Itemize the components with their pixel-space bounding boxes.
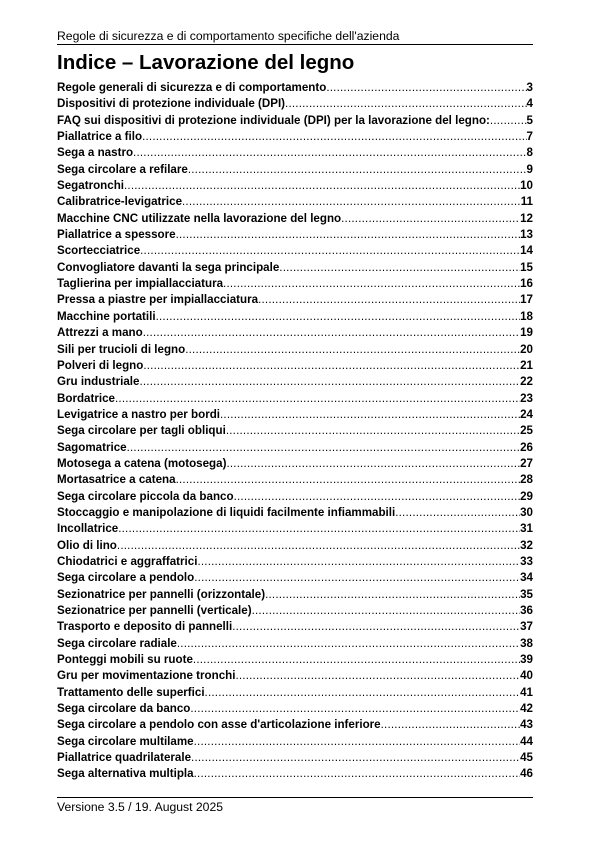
toc-entry[interactable] — [57, 751, 533, 767]
toc-entry-title: Sega circolare per tagli obliqui — [57, 424, 226, 438]
toc-entry[interactable] — [57, 244, 533, 260]
toc-dot-leader — [127, 441, 521, 454]
toc-entry[interactable] — [57, 522, 533, 538]
toc-dot-leader — [140, 244, 520, 257]
toc-page-number: 36 — [520, 604, 533, 617]
toc-page-number: 16 — [520, 277, 533, 291]
toc-entry[interactable] — [57, 375, 533, 391]
toc-entry[interactable] — [57, 359, 533, 375]
toc-entry-title: Motosega a catena (motosega) — [57, 456, 227, 470]
toc-dot-leader — [142, 130, 526, 143]
toc-entry[interactable] — [57, 163, 533, 179]
toc-dot-leader — [223, 277, 520, 290]
toc-dot-leader — [143, 326, 520, 339]
toc-dot-leader — [176, 228, 521, 241]
toc-dot-leader — [118, 522, 520, 535]
toc-entry-title: Sega alternativa multipla — [57, 767, 194, 781]
toc-page-number: 19 — [520, 326, 533, 340]
toc-page-number: 15 — [520, 260, 533, 274]
toc-entry-title: Sega a nastro — [57, 146, 134, 160]
toc-entry[interactable] — [57, 326, 533, 342]
toc-dot-leader — [190, 702, 520, 715]
toc-entry-title: Trasporto e deposito di pannelli — [57, 620, 233, 634]
page-header: Regole di sicurezza e di comportamento specifiche dell'azienda — [57, 29, 533, 45]
toc-dot-leader — [143, 359, 520, 372]
toc-page-number: 28 — [520, 473, 533, 487]
toc-entry-title: Sili per trucioli di legno — [57, 342, 186, 356]
toc-page-number: 34 — [520, 571, 533, 585]
toc-entry[interactable] — [57, 408, 533, 424]
toc-dot-leader — [226, 457, 520, 470]
toc-entry-title: Piallatrice a filo — [57, 130, 143, 144]
toc-page-number: 13 — [520, 228, 533, 242]
toc-page-number: 32 — [520, 538, 533, 552]
toc-entry-title: Attrezzi a mano — [57, 326, 143, 340]
toc-entry-title: Chiodatrici e aggraffatrici — [57, 554, 198, 568]
toc-entry[interactable] — [57, 473, 533, 489]
toc-entry-title: Dispositivi di protezione individuale (DPI) — [57, 97, 286, 111]
toc-entry[interactable] — [57, 539, 533, 555]
toc-page-number: 8 — [526, 146, 533, 160]
toc-entry[interactable] — [57, 637, 533, 653]
toc-page-number: 24 — [520, 407, 533, 421]
toc-dot-leader — [232, 620, 520, 633]
toc-entry[interactable] — [57, 620, 533, 636]
toc-page-number: 30 — [520, 505, 533, 519]
toc-entry-title: Sega circolare a pendolo — [57, 571, 195, 585]
toc-page-number: 17 — [520, 293, 533, 307]
toc-entry[interactable] — [57, 506, 533, 522]
toc-dot-leader — [234, 490, 521, 503]
toc-page-number: 38 — [520, 636, 533, 650]
toc-entry[interactable] — [57, 767, 533, 783]
toc-dot-leader — [194, 735, 520, 748]
toc-dot-leader — [117, 539, 520, 552]
toc-page-number: 44 — [520, 734, 533, 748]
toc-entry-title: Pressa a piastre per impiallacciatura — [57, 293, 259, 307]
toc-entry-title: Incollatrice — [57, 522, 119, 536]
toc-dot-leader — [490, 114, 527, 127]
toc-entry[interactable] — [57, 310, 533, 326]
toc-entry[interactable] — [57, 293, 533, 309]
toc-dot-leader — [205, 686, 521, 699]
toc-entry-title: Trattamento delle superfici — [57, 685, 205, 699]
toc-entry-title: Sezionatrice per pannelli (orizzontale) — [57, 587, 266, 601]
toc-page-number: 42 — [520, 702, 533, 716]
toc-page-number: 11 — [520, 195, 533, 209]
toc-entry-title: Bordatrice — [57, 391, 115, 405]
toc-entry[interactable] — [57, 392, 533, 408]
toc-dot-leader — [341, 212, 520, 225]
table-of-contents — [57, 81, 533, 784]
toc-page-number: 33 — [520, 554, 533, 568]
toc-page-number: 14 — [520, 244, 533, 258]
toc-page-number: 45 — [520, 751, 533, 765]
toc-dot-leader — [252, 604, 521, 617]
toc-page-number: 41 — [520, 685, 533, 699]
toc-page-number: 12 — [520, 211, 533, 225]
toc-dot-leader — [194, 571, 520, 584]
toc-entry-title: Gru industriale — [57, 375, 140, 389]
toc-entry-title: Sagomatrice — [57, 440, 127, 454]
toc-entry[interactable] — [57, 97, 533, 113]
toc-entry-title: Sega circolare da banco — [57, 702, 191, 716]
toc-page-number: 39 — [520, 653, 533, 667]
page-footer: Versione 3.5 / 19. August 2025 — [57, 797, 533, 814]
toc-entry[interactable] — [57, 81, 533, 97]
toc-entry-title: Macchine portatili — [57, 309, 156, 323]
toc-dot-leader — [197, 555, 520, 568]
toc-page-number: 29 — [520, 489, 533, 503]
toc-entry-title: Sega circolare radiale — [57, 636, 177, 650]
toc-entry[interactable] — [57, 604, 533, 620]
toc-page-number: 37 — [520, 620, 533, 634]
toc-entry-title: Polveri di legno — [57, 358, 144, 372]
toc-page-number: 10 — [520, 179, 533, 193]
toc-entry[interactable] — [57, 146, 533, 162]
toc-dot-leader — [139, 375, 520, 388]
toc-entry[interactable] — [57, 228, 533, 244]
toc-dot-leader — [177, 637, 520, 650]
toc-entry[interactable] — [57, 735, 533, 751]
toc-page-number: 21 — [520, 358, 533, 372]
toc-dot-leader — [156, 310, 521, 323]
toc-entry-title: Calibratrice-levigatrice — [57, 195, 183, 209]
toc-page-number: 22 — [520, 375, 533, 389]
toc-dot-leader — [279, 261, 520, 274]
toc-entry[interactable] — [57, 669, 533, 685]
toc-page-number: 23 — [520, 391, 533, 405]
toc-entry[interactable] — [57, 343, 533, 359]
toc-entry[interactable] — [57, 686, 533, 702]
toc-page-number: 40 — [520, 669, 533, 683]
toc-entry-title: Mortasatrice a catena — [57, 473, 176, 487]
toc-entry[interactable] — [57, 653, 533, 669]
toc-page-number: 7 — [526, 130, 533, 144]
toc-entry-title: Sega circolare a pendolo con asse d'articolazione inferiore — [57, 718, 381, 732]
toc-entry-title: Sega circolare piccola da banco — [57, 489, 234, 503]
toc-page-number: 4 — [526, 97, 533, 111]
toc-page-number: 5 — [526, 113, 533, 127]
toc-entry[interactable] — [57, 490, 533, 506]
toc-page-number: 46 — [520, 767, 533, 781]
toc-dot-leader — [115, 392, 520, 405]
toc-dot-leader — [188, 163, 527, 176]
toc-dot-leader — [194, 767, 520, 780]
toc-entry-title: Regole generali di sicurezza e di comportamento — [57, 81, 327, 94]
toc-dot-leader — [182, 195, 521, 208]
toc-entry[interactable] — [57, 555, 533, 571]
toc-entry-title: Taglierina per impiallacciatura — [57, 277, 224, 291]
toc-page-number: 43 — [520, 718, 533, 732]
toc-entry-title: Olio di lino — [57, 538, 117, 552]
toc-dot-leader — [226, 424, 520, 437]
toc-entry[interactable] — [57, 571, 533, 587]
toc-entry[interactable] — [57, 588, 533, 604]
toc-entry[interactable] — [57, 718, 533, 734]
toc-dot-leader — [285, 97, 527, 110]
toc-dot-leader — [258, 293, 520, 306]
toc-entry[interactable] — [57, 261, 533, 277]
toc-dot-leader — [133, 146, 527, 159]
toc-entry[interactable] — [57, 457, 533, 473]
toc-entry[interactable] — [57, 114, 533, 130]
toc-page-number: 31 — [520, 522, 533, 536]
toc-entry-title: Convogliatore davanti la sega principale — [57, 260, 280, 274]
toc-dot-leader — [176, 473, 521, 486]
toc-dot-leader — [265, 588, 520, 601]
toc-dot-leader — [191, 751, 520, 764]
toc-entry[interactable] — [57, 424, 533, 440]
toc-entry-title: Sega circolare a refilare — [57, 162, 188, 176]
toc-dot-leader — [235, 669, 520, 682]
toc-page-number: 26 — [520, 440, 533, 454]
toc-entry-title: Sega circolare multilame — [57, 734, 194, 748]
toc-entry-title: Gru per movimentazione tronchi — [57, 669, 236, 683]
toc-entry-title: Piallatrice quadrilaterale — [57, 751, 192, 765]
toc-entry[interactable] — [57, 195, 533, 211]
toc-page-number: 25 — [520, 424, 533, 438]
toc-entry-title: Sezionatrice per pannelli (verticale) — [57, 604, 252, 617]
toc-page-number: 9 — [526, 162, 533, 176]
toc-entry-title: FAQ sui dispositivi di protezione individuale (DPI) per la lavorazione del legno: — [57, 113, 490, 127]
toc-dot-leader — [381, 718, 520, 731]
toc-page-number: 27 — [520, 456, 533, 470]
toc-entry-title: Stoccaggio e manipolazione di liquidi facilmente infiammabili — [57, 505, 396, 519]
toc-dot-leader — [220, 408, 520, 421]
toc-dot-leader — [124, 179, 520, 192]
toc-page-number: 20 — [520, 342, 533, 356]
page-title: Indice – Lavorazione del legno — [57, 51, 355, 74]
toc-page-number: 35 — [520, 587, 533, 601]
toc-page-number: 18 — [520, 309, 533, 323]
toc-entry-title: Segatronchi — [57, 179, 124, 193]
toc-entry-title: Levigatrice a nastro per bordi — [57, 407, 221, 421]
toc-page-number: 3 — [526, 81, 533, 94]
toc-entry-title: Scortecciatrice — [57, 244, 141, 258]
toc-dot-leader — [395, 506, 520, 519]
toc-entry[interactable] — [57, 130, 533, 146]
toc-entry-title: Piallatrice a spessore — [57, 228, 176, 242]
toc-entry[interactable] — [57, 277, 533, 293]
toc-entry[interactable] — [57, 441, 533, 457]
toc-entry-title: Macchine CNC utilizzate nella lavorazione del legno — [57, 211, 342, 225]
toc-entry[interactable] — [57, 179, 533, 195]
toc-entry[interactable] — [57, 702, 533, 718]
toc-dot-leader — [326, 81, 526, 94]
toc-entry-title: Ponteggi mobili su ruote — [57, 653, 193, 667]
toc-dot-leader — [193, 653, 520, 666]
toc-entry[interactable] — [57, 212, 533, 228]
toc-dot-leader — [185, 343, 520, 356]
